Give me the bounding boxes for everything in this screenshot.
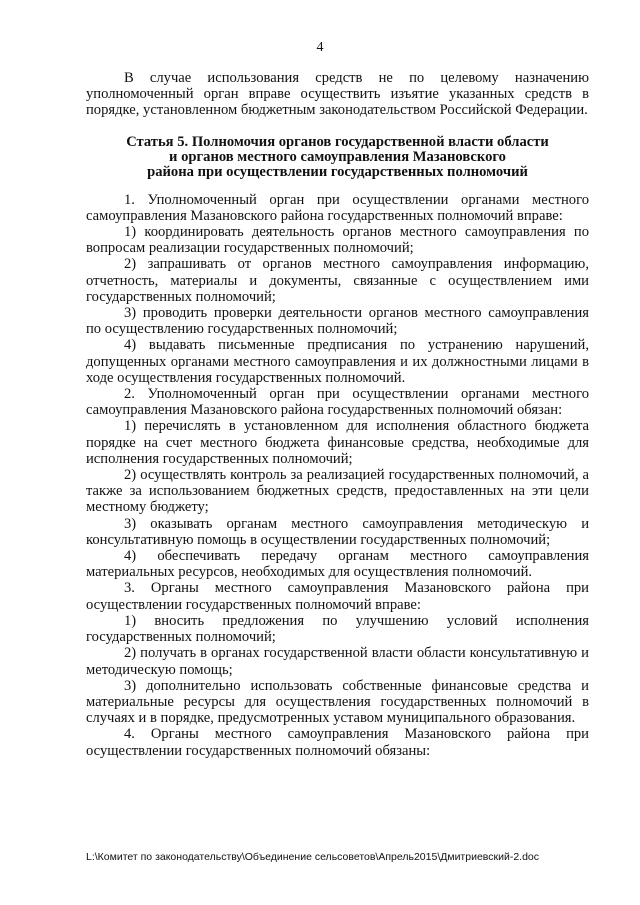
paragraph-2-2: 2) осуществлять контроль за реализацией государственных полномочий, а также за использованием бюджетных средств, предоставленных на эти цели местному бюджету; bbox=[86, 467, 589, 516]
paragraph-3-3: 3) дополнительно использовать собственные финансовые средства и материальные ресурсы для осуществления государственных полномочий в случаях и в порядке, предусмотренных уставом муниципального образования. bbox=[86, 677, 589, 727]
intro-paragraph: В случае использования средств не по целевому назначению уполномоченный орган вправе осуществить изъятие указанных средств в порядке, установленном бюджетным законодательством Российской Федерации. bbox=[86, 70, 589, 119]
document-body bbox=[86, 70, 589, 759]
article-heading bbox=[86, 135, 589, 180]
paragraph-2: 2. Уполномоченный орган при осуществлении органами местного самоуправления Мазановского района государственных полномочий обязан: bbox=[86, 386, 589, 419]
paragraph-2-4: 4) обеспечивать передачу органам местного самоуправления материальных ресурсов, необходимых для осуществления полномочий. bbox=[86, 548, 589, 581]
paragraph-2-3: 3) оказывать органам местного самоуправления методическую и консультативную помощь в осуществлении государственных полномочий; bbox=[86, 515, 589, 548]
heading-line-3: района при осуществлении государственных полномочий bbox=[147, 163, 528, 180]
paragraph-1-3: 3) проводить проверки деятельности органов местного самоуправления по осуществлению государственных полномочий; bbox=[86, 305, 589, 338]
paragraph-1: 1. Уполномоченный орган при осуществлении органами местного самоуправления Мазановского района государственных полномочий вправе: bbox=[86, 191, 589, 224]
paragraph-1-4: 4) выдавать письменные предписания по устранению нарушений, допущенных органами местного самоуправления и их должностными лицами в ходе осуществления государственных полномочий. bbox=[86, 337, 589, 386]
footer-file-path: L:\Комитет по законодательству\Объединение сельсоветов\Апрель2015\Дмитриевский-2.doc bbox=[86, 851, 540, 863]
paragraph-2-1: 1) перечислять в установленном для исполнения областного бюджета порядке на счет местного бюджета финансовые средства, необходимые для исполнения государственных полномочий; bbox=[86, 418, 589, 467]
heading-line-1: Статья 5. Полномочия органов государственной власти области bbox=[126, 133, 549, 150]
paragraph-3-1: 1) вносить предложения по улучшению условий исполнения государственных полномочий; bbox=[86, 612, 589, 646]
heading-line-2: и органов местного самоуправления Мазановского bbox=[169, 148, 506, 165]
paragraph-1-1: 1) координировать деятельность органов местного самоуправления по вопросам реализации государственных полномочий; bbox=[86, 224, 589, 257]
paragraph-3: 3. Органы местного самоуправления Мазановского района при осуществлении государственных полномочий вправе: bbox=[86, 580, 589, 613]
paragraph-1-2: 2) запрашивать от органов местного самоуправления информацию, отчетность, материалы и документы, связанные с осуществлением ими государственных полномочий; bbox=[86, 256, 589, 305]
page-number: 4 bbox=[316, 40, 324, 55]
paragraph-3-2: 2) получать в органах государственной власти области консультативную и методическую помощь; bbox=[86, 645, 589, 678]
paragraph-4: 4. Органы местного самоуправления Мазановского района при осуществлении государственных полномочий обязаны: bbox=[86, 726, 589, 759]
